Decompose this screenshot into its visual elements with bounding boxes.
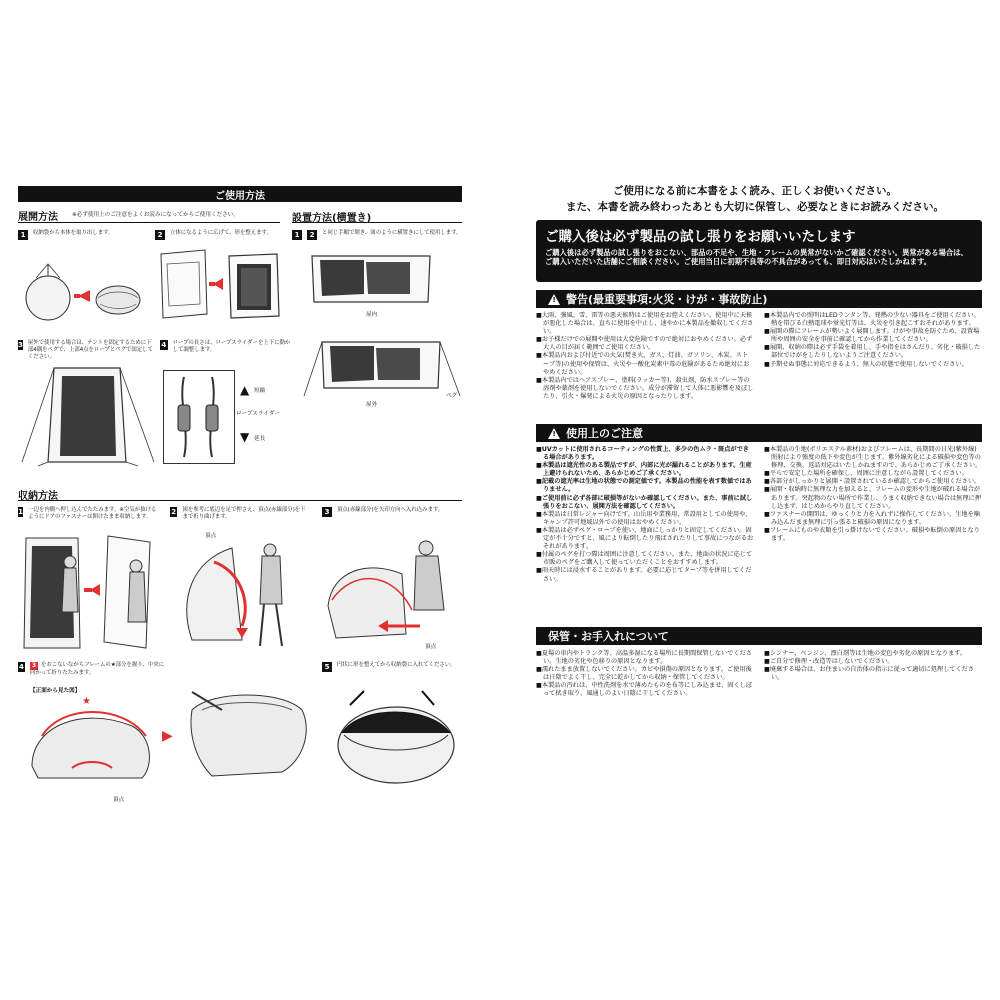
horizontal-step (292, 230, 464, 240)
trial-body: ご購入後は必ず製品の試し張りをおこない、部品の不足や、生地・フレームの異常がないかご確認ください。異常がある場合は、ご購入いただいた店舗にご相談ください。ご使用当日に初期不良等の不具合があっても、即日対応はいたしかねます。 (545, 248, 968, 267)
care-item: ■ご自分で修理・改造等はしないでください。 (764, 658, 894, 666)
warning-item: ■本製品内および付近での火気(焚き火、ガス、灯油、ガソリン、木炭、ストーブ等)の使用や保管は、火災や一酸化炭素中毒の危険があるため絶対におやめください。 (536, 352, 750, 376)
storage-step-5 (322, 662, 464, 672)
step-text-body: をおこないながらフレームの★部分を握り、中央に向かって折りたたみます。 (29, 662, 165, 676)
horizontal-text: と同じ手順で開き、図のように横置きにして使用します。 (322, 230, 462, 236)
storage-step-1 (18, 507, 158, 521)
warning-item: ■大雨、強風、雪、雷等の悪天候時はご使用をお控えください。使用中に天候が悪化した場合は、直ちに使用を中止し、速やかに本製品を撤収してください。 (536, 312, 754, 336)
caution-item: ■付属のペグを打つ際は周囲に注意してください。また、地面の状況に応じて市販のペグをご購入して使っていただくことをおすすめします。 (536, 551, 753, 567)
storage-step5-illustration (330, 685, 464, 790)
intro-line-2: また、本書を読み終わったあとも大切に保管し、必要なときにお読みください。 (566, 201, 944, 213)
care-item: ■本製品の汚れは、中性洗剤を水で薄めたものを布等にしみ込ませ、固くしぼって拭き取り、風通しのよい日陰に干してください。 (536, 682, 753, 698)
rope-slider-box (163, 370, 235, 464)
step-number: 4 (161, 341, 167, 349)
caution-bar (536, 424, 982, 442)
step-number: 2 (155, 230, 165, 240)
horizontal-indoor-illustration (306, 250, 436, 310)
trial-title: ご購入後は必ず製品の試し張りをお願いいたします (545, 229, 856, 245)
caution-item: ■展開・収納時に無理な力を加えると、フレームの変形や生地が破れる場合があります。突起物のない場所で作業し、うまく収納できない場合は無理に押し込まず、はじめからやり直してください。 (764, 486, 981, 510)
step-number: 2 (171, 508, 177, 516)
step-text: 立体になるように広げて、形を整えます。 (170, 230, 272, 236)
warning-item: ■お子様だけでの展開や使用は大変危険ですので絶対におやめください。必ず大人の目が届く範囲でご使用ください。 (536, 336, 753, 352)
warning-item: ■本製品内ではヘアスプレー、塗料(ラッカー等)、殺虫剤、防水スプレー等の溶剤や薬剤を使用しないでください。成分が滞留して人体に悪影響を及ぼしたり、引火・爆発による火災の原因となったりします。 (536, 376, 754, 400)
caution-item: ■記載の遮光率は生地の状態での測定値です。本製品の性能を表す数値ではありません。 (536, 478, 752, 494)
step-number-1: 1 (292, 230, 302, 240)
storage-step4b-illustration (182, 680, 312, 785)
caution-item: ■本製品は必ずペグ・ロープを使い、地面にしっかりと固定してください。固定が不十分ですと、風により転倒したり飛ばされたりして事故につながるおそれがあります。 (536, 526, 754, 551)
care-bar (536, 627, 982, 645)
caution-item: ■本製品は遮光性のある製品ですが、内部に光が漏れることがあります。生産上避けられないため、あらかじめご了承ください。 (536, 462, 752, 478)
deploy-step-1 (18, 230, 148, 240)
warning-title: 警告(最重要事項:火災・けが・事故防止) (566, 293, 768, 306)
storage-heading: 収納方法 (18, 491, 58, 502)
step-number: 5 (322, 662, 332, 672)
care-right-column (764, 650, 982, 699)
deploy-note: ※必ず使用上のご注意をよくお読みになってからご使用ください。 (72, 211, 239, 218)
apex-label-2: 頂点 (205, 533, 217, 539)
storage-step2-illustration (172, 540, 307, 652)
deploy-heading: 展開方法 (18, 212, 58, 223)
step-number: 4 (19, 663, 24, 671)
warning-right-column (764, 312, 982, 401)
step-number: 1 (18, 230, 28, 240)
step-text: ロープの長さは、ロープスライダーを上下に動かして調整します。 (172, 340, 291, 353)
caution-item: ■ファスナーの開閉は、ゆっくりと力を入れずに操作してください。生地を噛み込んだまま無理に引っ張ると破損の原因になります。 (764, 510, 980, 526)
caution-content (536, 446, 982, 584)
front-view-label: 【正面から見た図】 (30, 688, 81, 694)
extend-label: 延長 (254, 436, 266, 442)
care-item: ■シンナー、ベンジン、漂白剤等は生地の変色や劣化の原因となります。 (764, 650, 967, 657)
deploy-step-3 (18, 340, 153, 361)
care-item: ■廃棄する場合は、お住まいの自治体の指示に従って適切に処理してください。 (764, 666, 975, 682)
storage-heading-block (18, 487, 462, 501)
step-text (30, 662, 168, 677)
horizontal-heading-block (292, 209, 462, 223)
warning-item: ■展開、収納の際は必ず手袋を着用し、手や指をはさんだり、劣化・破損した部位でけがをしたりしないようご注意ください。 (764, 344, 981, 360)
caution-item: ■本製品の生地(ポリエステル素材)およびフレームは、長期間の日光(紫外線)照射により強度の低下や変色が生じます。紫外線劣化による破損や変色等の修理、交換、返品対応はいたしかねますので、あらかじめご了承ください。 (764, 446, 982, 470)
warning-left-column (536, 312, 754, 401)
trial-box (536, 220, 982, 282)
outdoor-label: 屋外 (366, 402, 378, 408)
apex-label-3: 頂点 (425, 644, 437, 650)
horizontal-heading: 設置方法(横置き) (292, 213, 372, 224)
care-title: 保管・お手入れについて (548, 630, 669, 643)
step-text: 屋外で使用する場合は、テントを固定するために下部4隅をペグで、上部4点をロープとペグで固定してください。 (27, 340, 153, 360)
care-item: ■濡れたまま放置しないでください。カビや損傷の原因となります。ご使用後は日陰でよく干し、完全に乾かしてから収納・保管してください。 (536, 666, 752, 682)
step-ref-badge: 3 (31, 662, 37, 669)
step-number-2: 2 (307, 230, 317, 240)
deploy-step-2 (155, 230, 285, 240)
storage-step-2 (170, 507, 310, 521)
caution-item: ■ご使用前に必ず各部に破損等がないか確認してください。また、事前に試し張りをおこない、展開方法を確認してください。 (536, 494, 753, 510)
caution-item: ■各部分がしっかりと展開・設置されているか確認してからご使用ください。 (764, 478, 981, 486)
step-text: 頂点(赤線部分)を矢印方向へ入れ込みます。 (337, 507, 444, 513)
step-text: 収納袋から本体を取り出します。 (33, 230, 114, 236)
indoor-label: 屋内 (366, 312, 378, 318)
usage-title: ご使用方法 (215, 190, 265, 202)
slider-label: ロープスライダー (236, 411, 281, 417)
care-item: ■夏場の車内やトランク等、高温多湿になる場所に長期間保管しないでください。生地の劣化や色移りの原因となります。 (536, 650, 752, 666)
care-left-column (536, 650, 754, 699)
caution-icon (548, 428, 560, 439)
caution-item: ■UVカットに使用されるコーティングの性質上、多少の色ムラ・斑点ができる場合があります。 (536, 446, 749, 462)
storage-step4-illustration (22, 696, 162, 786)
step-text: 円状に形を整えてから収納袋に入れてください。 (337, 662, 456, 668)
storage-step1-illustration (18, 532, 163, 652)
rope-slider-illustration (164, 371, 234, 463)
caution-item: ■平らで安定した場所を確保し、周囲に注意しながら設置してください。 (764, 470, 968, 478)
storage-step3-illustration (322, 530, 462, 650)
peg-label: ペグ (446, 393, 458, 399)
step-number: 1 (18, 508, 24, 516)
caution-item: ■本製品は日常レジャー向けです。山岳用や業務用、常設用としての使用や、キャンプ許可地域以外での使用はおやめください。 (536, 510, 752, 526)
step4-arrow-icon: ▶ (162, 728, 173, 744)
storage-step-3 (322, 507, 464, 517)
caution-title: 使用上のご注意 (566, 427, 643, 440)
deploy-step2-illustration (155, 244, 285, 329)
step-text: 図を参考に底辺を足で押さえ、頂点(赤線部分)を下まで折り曲げます。 (182, 507, 306, 520)
caution-item: ■雨天時には浸水することがあります。必要に応じてタープ等を併用してください。 (536, 567, 752, 583)
warning-item: ■本製品内での照明はLEDランタン等、発熱の少ない器具をご使用ください。熱を帯びる白熱電球や蛍光灯等は、火災を引き起こすおそれがあります。 (764, 312, 980, 328)
deploy-step3-illustration (18, 362, 158, 472)
deploy-step1-illustration (18, 254, 148, 329)
shrink-label: 短縮 (254, 388, 266, 394)
step-text: 一辺を内側へ押し込んでたたみます。※空気が抜けるようにドアのファスナーは開けたまま収納します。 (28, 507, 157, 520)
deploy-step-4 (160, 340, 295, 354)
caution-item: ■フレームにものや衣類を引っ掛けないでください。破損や転倒の原因となります。 (764, 526, 980, 543)
horizontal-outdoor-illustration (300, 336, 465, 402)
caution-left-column (536, 446, 754, 584)
deploy-heading-block (18, 209, 280, 223)
warning-content (536, 312, 982, 401)
warning-item: ■展開の際にフレームが勢いよく展開します。けがや事故を防ぐため、設置場所や周囲の安全を事前に確認してから作業してください。 (764, 328, 980, 344)
warning-icon (548, 294, 560, 305)
warning-item: ■予期せぬ事態に対応できるよう、無人の状態で使用しないでください。 (764, 360, 968, 368)
warning-bar (536, 290, 982, 308)
intro-line-1: ご使用になる前に本書をよく読み、正しくお使いください。 (612, 185, 898, 197)
usage-title-bar (18, 186, 462, 202)
care-content (536, 650, 982, 699)
svg-text:★: ★ (82, 696, 91, 707)
shrink-arrow-up-icon: ▲ (240, 383, 250, 397)
storage-step-4 (18, 662, 168, 677)
apex-label-4: 頂点 (113, 797, 125, 803)
extend-arrow-down-icon: ▼ (240, 430, 250, 444)
step-number: 3 (18, 341, 23, 349)
caution-right-column (764, 446, 982, 584)
step-number: 3 (322, 507, 332, 517)
